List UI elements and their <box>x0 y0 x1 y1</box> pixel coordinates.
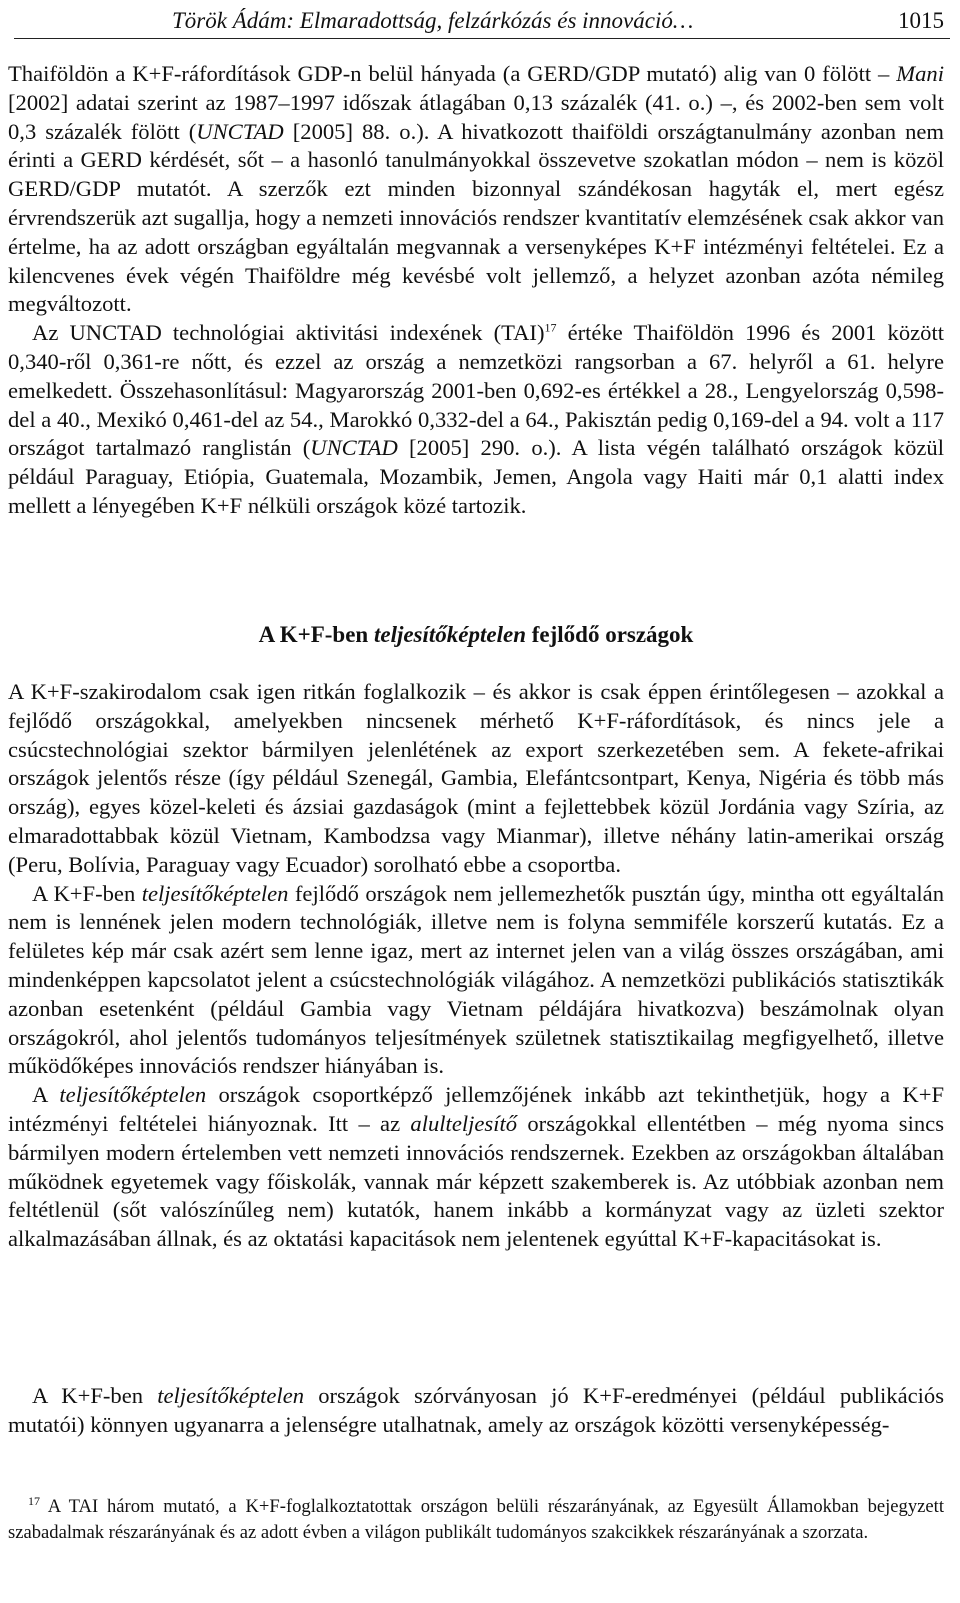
footnote-number: 17 <box>28 1493 40 1508</box>
text-run: [2005] 88. o.). A hivatkozott thaiföldi országtanulmány azonban nem érinti a GERD kérdését, sőt – a hasonló tanulmányokkal összevetve szokatlan módon – nem is közöl GERD/GDP mutatót. A szerzők ezt minden bizonnyal szándékosan hagyták el, mert egész érvrendszerük azt sugallja, hogy a nemzeti innovációs rendszer kvantitatív elemzésének csak akkor van értelme, ha az adott országban egyáltalán megvannak a versenyképes K+F intézményi feltételei. Ez a kilencvenes évek végén Thaiföldre még kevésbé volt jellemző, a helyzet azonban azóta némileg megváltozott. <box>8 118 945 317</box>
emphasis: teljesítőképtelen <box>157 1383 305 1408</box>
text-run: A TAI három mutató, a K+F-foglalkoztatottak országon belüli részarányának, az Egyesült Államokban bejegyzett szabadalmak részarányának és az adott évben a világon publikált tudományos szakcikkek részarányának a szorzata. <box>8 1496 944 1543</box>
text-run: Thaiföldön a K+F-ráfordítások GDP-n belül hányada (a GERD/GDP mutató) alig van 0 fölött – <box>8 61 897 86</box>
section-body-continued <box>8 1382 944 1440</box>
author-citation: UNCTAD <box>310 435 398 461</box>
text-run: országokkal ellentétben – még nyoma sincs bármilyen modern értelemben vett nemzeti innovációs rendszernek. Ezekben az országokban általában működnek egyetemek vagy főiskolák, vannak már képzett szakemberek is. Az utóbbiak azonban nem feltétlenül (sőt valószínűleg nem) kutatók, hanem inkább a kormányzat vagy az üzleti szektor alkalmazásában állnak, és az oktatási kapacitások nem jelentenek egyúttal K+F-kapacitásokat is. <box>8 1110 944 1252</box>
paragraph <box>8 880 944 1082</box>
text-run: A K+F-ben <box>32 1383 158 1408</box>
paragraph <box>8 319 944 521</box>
paragraph <box>8 1081 944 1254</box>
text-run: értéke Thaiföldön 1996 és 2001 között 0,340-ről 0,361-re nőtt, és ezzel az ország a nemzetközi rangsorban a 67. helyről a 61. helyre emelkedett. Összehasonlításul: Magyarország 2001-ben 0,692-es értékkel a 28., Lengyelország 0,598-del a 40., Mexikó 0,461-del az 54., Marokkó 0,332-del a 64., Pakisztán pedig 0,169-del a 94. volt a 117 országot tartalmazó ranglistán ( <box>8 320 944 461</box>
text-run: A K+F-szakirodalom csak igen ritkán foglalkozik – és akkor is csak éppen érintőlegesen – azokkal a fejlődő országokkal, amelyekben nincsenek mérhető K+F-ráfordítások, és nincs jele a csúcstechnológiai szektor bármilyen jelenlétének az export szerkezetében sem. A fekete-afrikai országok jelentős része (így például Szenegál, Gambia, Elefántcsontpart, Kenya, Nigéria és több más ország), egyes közel-keleti és ázsiai gazdaságok (mint a fejlettebbek közül Jordánia vagy Szíria, az elmaradottabbak közül Vietnam, Kambodzsa vagy Mianmar), illetve néhány latin-amerikai ország (Peru, Bolívia, Paraguay vagy Ecuador) sorolható ebbe a csoportba. <box>8 679 944 877</box>
emphasis: alulteljesítő <box>410 1110 518 1136</box>
text-run: A K+F-ben <box>32 880 142 906</box>
author-citation: UNCTAD <box>196 118 284 144</box>
heading-emphasis: teljesítőképtelen <box>373 622 526 647</box>
paragraph <box>8 60 944 319</box>
paragraph <box>8 678 944 880</box>
page-number: 1015 <box>898 8 944 33</box>
text-run: Az UNCTAD technológiai aktivitási indexének (TAI) <box>32 320 545 346</box>
author-citation: Mani <box>896 61 944 86</box>
heading-text: A K+F-ben <box>258 622 374 647</box>
text-run: [2002] adatai szerint az 1987–1997 időszak átlagában 0,13 százalék (41. o.) –, és 2002-ben sem volt 0,3 százalék fölött ( <box>8 89 944 144</box>
running-header <box>14 4 950 39</box>
text-run: országok szórványosan jó K+F-eredményei (például publikációs mutatói) könnyen ugyanarra a jelenségre utalhatnak, amely az országok közötti versenyképesség- <box>8 1383 945 1437</box>
heading-text: fejlődő országok <box>525 622 694 647</box>
footnote-ref: 17 <box>544 320 557 335</box>
text-run: országok csoportképző jellemzőjének inkább azt tekinthetjük, hogy a K+F intézményi feltételei hiányoznak. Itt – az <box>8 1082 945 1136</box>
text-run: [2005] 290. o.). A lista végén található országok közül például Paraguay, Etiópia, Guatemala, Mozambik, Jemen, Angola vagy Haiti már 0,1 alatti index mellett a lényegében K+F nélküli országok közé tartozik. <box>8 435 944 518</box>
text-run: A <box>32 1082 60 1108</box>
footnote-text <box>8 1494 944 1546</box>
text-run: fejlődő országok nem jellemezhetők pusztán úgy, mintha ott egyáltalán nem is lennének jelen modern technológiák, illetve nem is folyna semmiféle korszerű kutatás. Ez a felületes kép már csak azért sem lenne igaz, mert az internet jelen van a világ összes országában, ami mindenképpen kapcsolatot jelent a csúcstechnológiák világához. A nemzetközi publikációs statisztikák azonban esetenként (például Gambia vagy Vietnam példájára hivatkozva) beszámolnak olyan országokról, ahol jelentős tudományos teljesítmények születnek statisztikailag megfigyelhető, illetve működőképes innovációs rendszer hiányában is. <box>8 880 944 1079</box>
emphasis: teljesítőképtelen <box>141 880 289 906</box>
section-heading <box>8 620 944 650</box>
paragraph <box>8 1382 944 1440</box>
footnote <box>8 1494 944 1546</box>
emphasis: teljesítőképtelen <box>59 1082 207 1108</box>
running-title: Török Ádám: Elmaradottság, felzárkózás és innováció… <box>172 8 694 33</box>
section-body <box>8 678 944 1254</box>
body-text <box>8 60 944 521</box>
